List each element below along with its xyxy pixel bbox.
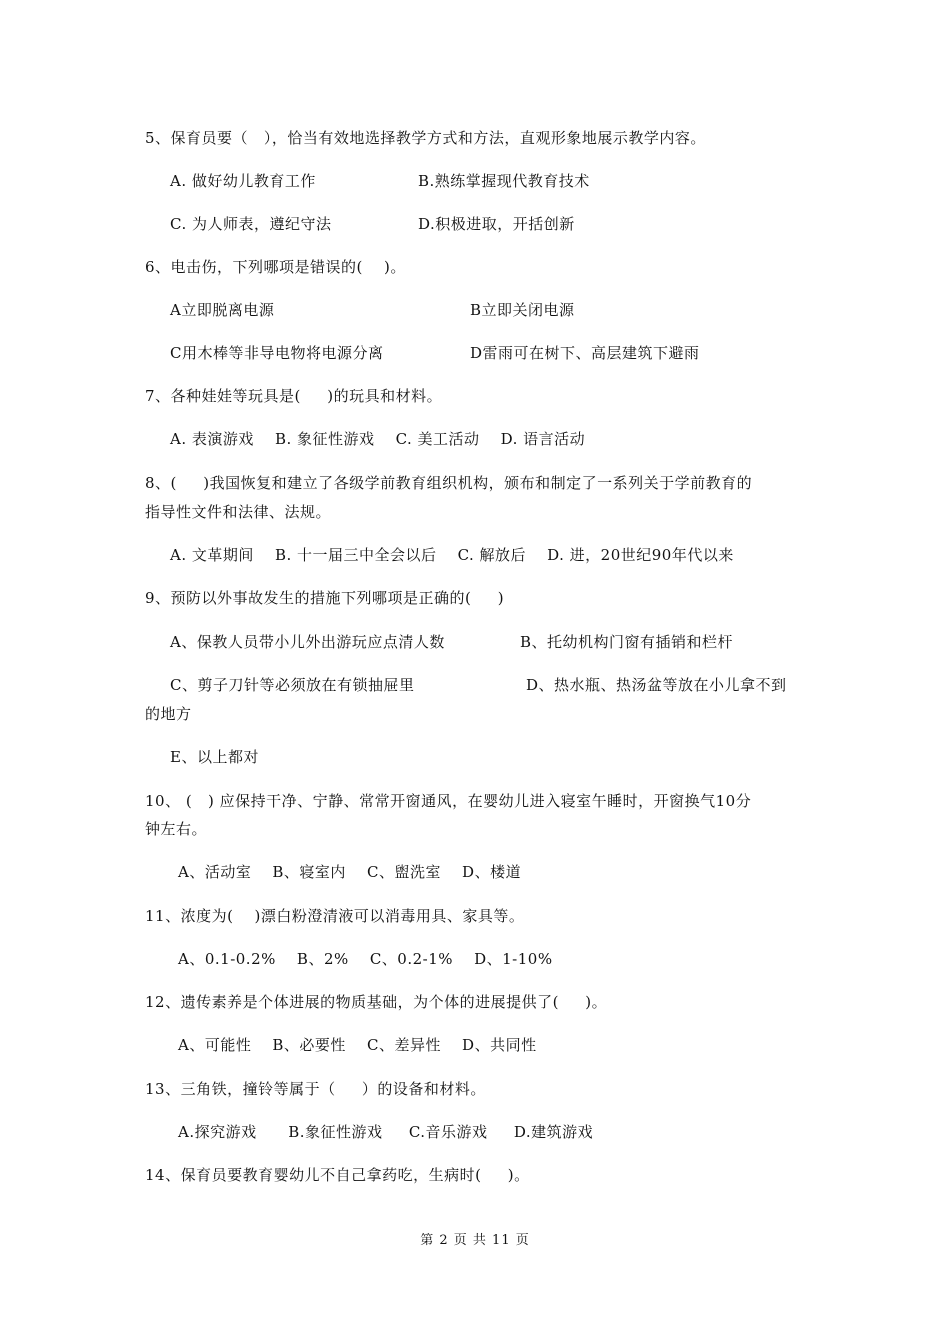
question-6-option-c: C用木棒等非导电物将电源分离 [170,344,384,362]
question-5-option-b: B.熟练掌握现代教育技术 [418,172,590,190]
question-11-stem: 11、浓度为( )漂白粉澄清液可以消毒用具、家具等。 [145,907,525,925]
question-12-options: A、可能性 B、必要性 C、差异性 D、共同性 [178,1036,537,1054]
question-7-stem: 7、各种娃娃等玩具是( )的玩具和材料。 [145,387,443,405]
question-10-stem-line-2: 钟左右。 [145,820,208,838]
question-9-option-e: E、以上都对 [170,748,259,766]
question-5-option-a: A. 做好幼儿教育工作 [170,172,316,190]
question-8-stem-line-2: 指导性文件和法律、法规。 [145,503,332,521]
question-5-option-d: D.积极进取，开括创新 [418,215,575,233]
question-8-options: A. 文革期间 B. 十一届三中全会以后 C. 解放后 D. 进，20世纪90年代以来 [170,546,734,564]
question-6-option-b: B立即关闭电源 [470,301,575,319]
question-9-option-d-line-1: D、热水瓶、热汤盆等放在小儿拿不到 [526,676,787,694]
question-6-option-d: D雷雨可在树下、高层建筑下避雨 [470,344,700,362]
question-11-options: A、0.1-0.2% B、2% C、0.2-1% D、1-10% [178,950,553,968]
question-9-option-c: C、剪子刀针等必须放在有锁抽屉里 [170,676,415,694]
question-9-option-b: B、托幼机构门窗有插销和栏杆 [520,633,734,651]
question-8-stem-line-1: 8、( )我国恢复和建立了各级学前教育组织机构，颁布和制定了一系列关于学前教育的 [145,474,753,492]
question-13-stem: 13、三角铁，撞铃等属于（ ）的设备和材料。 [145,1080,486,1098]
question-14-stem: 14、保育员要教育婴幼儿不自己拿药吃，生病时( )。 [145,1166,530,1184]
question-7-options: A. 表演游戏 B. 象征性游戏 C. 美工活动 D. 语言活动 [170,430,586,448]
question-12-stem: 12、遗传素养是个体进展的物质基础，为个体的进展提供了( )。 [145,993,608,1011]
question-6-option-a: A立即脱离电源 [170,301,275,319]
question-6-stem: 6、电击伤，下列哪项是错误的( )。 [145,258,406,276]
question-13-options: A.探究游戏 B.象征性游戏 C.音乐游戏 D.建筑游戏 [178,1123,594,1141]
question-10-options: A、活动室 B、寝室内 C、盥洗室 D、楼道 [178,863,522,881]
question-9-stem: 9、预防以外事故发生的措施下列哪项是正确的( ) [145,589,505,607]
question-9-option-a: A、保教人员带小儿外出游玩应点清人数 [170,633,445,651]
question-5-stem: 5、保育员要（ ），恰当有效地选择教学方式和方法，直观形象地展示教学内容。 [145,129,706,147]
page-number-footer: 第 2 页 共 11 页 [420,1233,530,1248]
question-5-option-c: C. 为人师表，遵纪守法 [170,215,332,233]
question-9-option-d-line-2: 的地方 [145,705,192,723]
question-10-stem-line-1: 10、 ( ) 应保持干净、宁静、常常开窗通风，在婴幼儿进入寝室午睡时，开窗换气10分 [145,792,752,810]
